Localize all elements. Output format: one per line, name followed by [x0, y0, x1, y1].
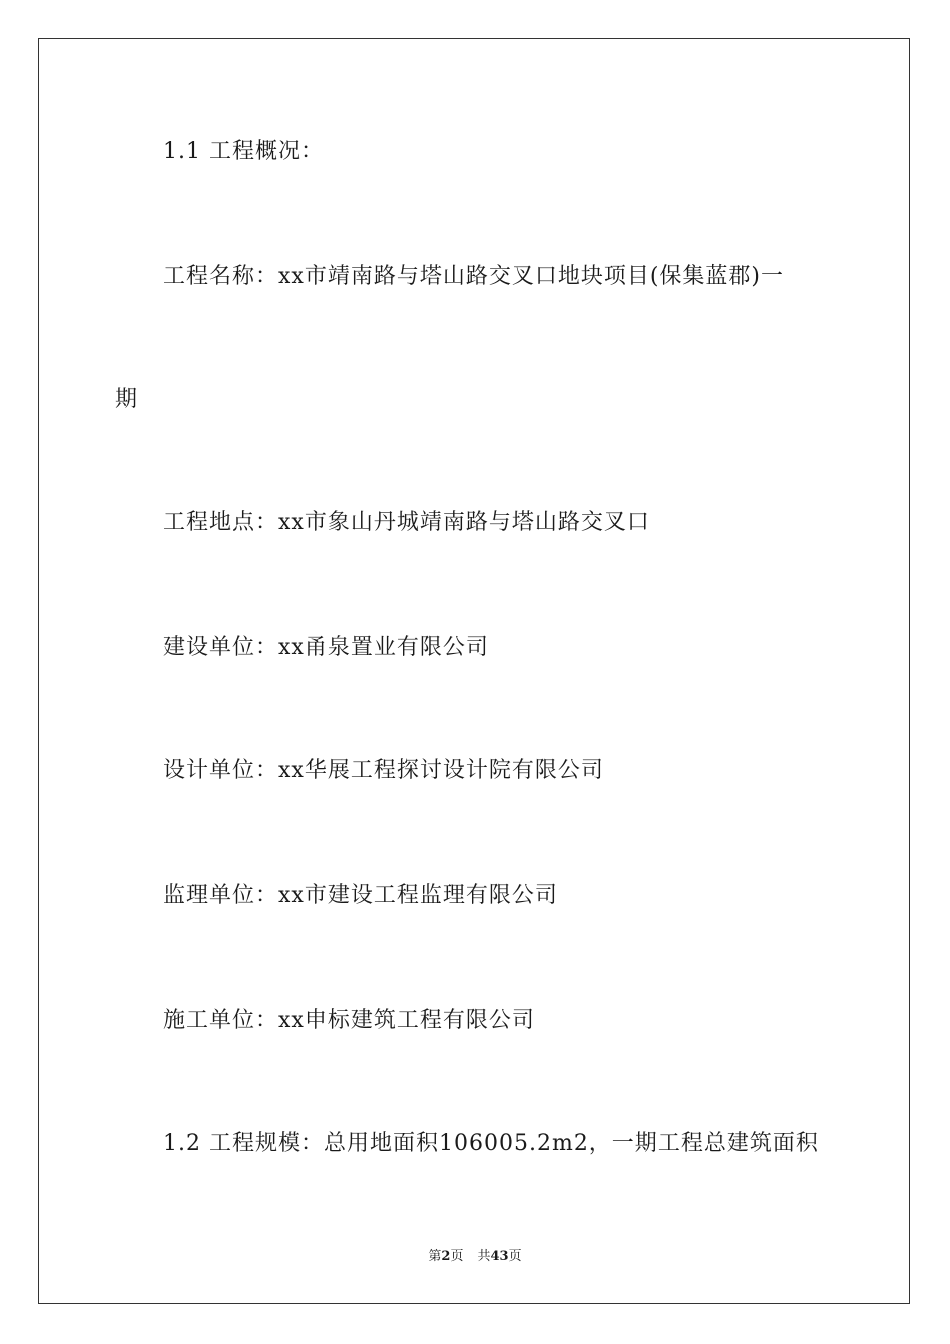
contractor-unit-line: 施工单位：xx申标建筑工程有限公司 — [163, 1008, 535, 1033]
project-name-continuation: 期 — [115, 387, 139, 412]
page-footer — [0, 1248, 950, 1266]
project-name-line: 工程名称：xx市靖南路与塔山路交叉口地块项目(保集蓝郡)一 — [163, 264, 784, 289]
footer-page-suffix: 页 — [450, 1249, 464, 1264]
supervision-unit-line: 监理单位：xx市建设工程监理有限公司 — [163, 883, 558, 908]
footer-total-pages: 43 — [490, 1249, 509, 1264]
construction-unit-line: 建设单位：xx甬泉置业有限公司 — [163, 635, 489, 660]
section-heading-scale: 1.2 工程规模：总用地面积106005.2m2，一期工程总建筑面积 — [163, 1131, 819, 1156]
footer-total-suffix: 页 — [508, 1249, 522, 1264]
footer-page-number: 2 — [441, 1249, 451, 1264]
page-border — [38, 38, 910, 1304]
design-unit-line: 设计单位：xx华展工程探讨设计院有限公司 — [163, 758, 604, 783]
project-location-line: 工程地点：xx市象山丹城靖南路与塔山路交叉口 — [163, 510, 650, 535]
footer-total-prefix: 共 — [477, 1249, 491, 1264]
section-heading-overview: 1.1 工程概况： — [163, 139, 324, 164]
footer-page-prefix: 第 — [428, 1249, 442, 1264]
